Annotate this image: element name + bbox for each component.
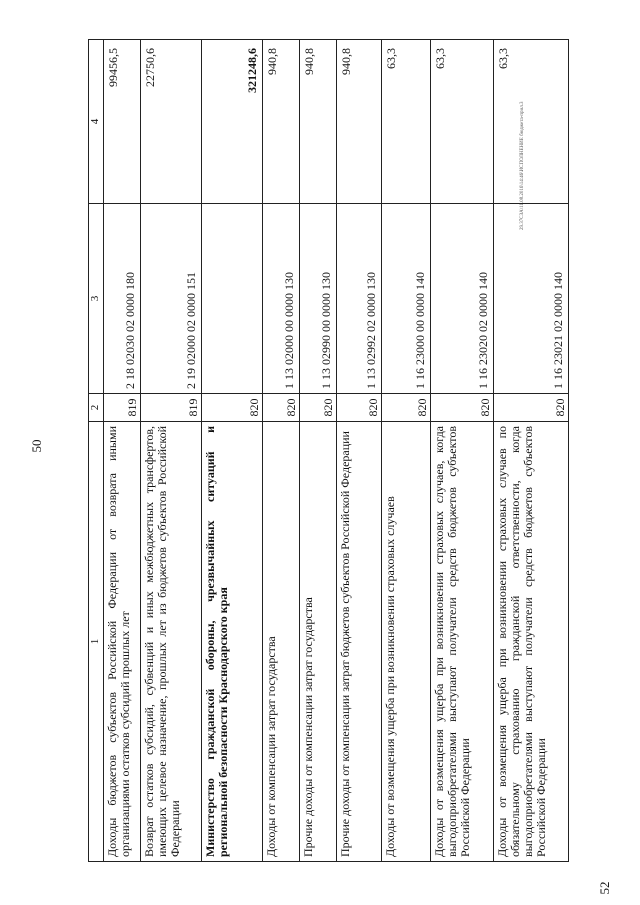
row-budget-code: 819 [141, 394, 202, 422]
row-name: Доходы бюджетов субъектов Российской Федерации от возврата иными организациями остатков субсидий прошлых лет [104, 422, 141, 862]
footer-file-code: 29.37СЗА\11.08.2016\14:46\ИСПОЛНЕНИЕ бюджета-прил.3 [520, 101, 525, 230]
row-name: Прочие доходы от компенсации затрат бюджетов субъектов Российской Федерации [337, 422, 382, 862]
row-amount: 63,3 [431, 40, 494, 204]
row-budget-code: 820 [494, 394, 569, 422]
table-row [202, 40, 263, 862]
table-row [263, 40, 300, 862]
table-row [494, 40, 569, 862]
row-budget-code: 820 [431, 394, 494, 422]
row-amount: 63,3 [382, 40, 431, 204]
row-name: Доходы от компенсации затрат государства [263, 422, 300, 862]
row-budget-code: 820 [202, 394, 263, 422]
header-col-2: 2 [89, 394, 104, 422]
row-amount: 940,8 [300, 40, 337, 204]
row-budget-code: 820 [382, 394, 431, 422]
row-budget-code: 820 [337, 394, 382, 422]
row-classification-code [202, 204, 263, 394]
row-classification-code: 1 13 02992 02 0000 130 [337, 204, 382, 394]
row-name: Доходы от возмещения ущерба при возникновении страховых случаев по обязательному страхованию гражданской ответственности, когда выгодоприобретателями выступают получатели средств бюджетов субъектов Российской Федерации [494, 422, 569, 862]
row-budget-code: 819 [104, 394, 141, 422]
table-row [104, 40, 141, 862]
row-amount: 99456,5 [104, 40, 141, 204]
row-amount: 321248,6 [202, 40, 263, 204]
header-col-3: 3 [89, 204, 104, 394]
page-number: 50 [29, 439, 44, 453]
rotated-table-container [88, 40, 608, 862]
row-classification-code: 1 16 23021 02 0000 140 [494, 204, 569, 394]
header-col-1: 1 [89, 422, 104, 862]
revenue-table [88, 39, 569, 862]
row-name: Возврат остатков субсидий, субвенций и иных межбюджетных трансфертов, имеющих целевое назначение, прошлых лет из бюджетов субъектов Российской Федерации [141, 422, 202, 862]
row-classification-code: 1 16 23000 00 0000 140 [382, 204, 431, 394]
table-row [300, 40, 337, 862]
row-name: Прочие доходы от компенсации затрат государства [300, 422, 337, 862]
row-budget-code: 820 [263, 394, 300, 422]
row-classification-code: 1 13 02990 00 0000 130 [300, 204, 337, 394]
row-budget-code: 820 [300, 394, 337, 422]
table-row [337, 40, 382, 862]
row-classification-code: 1 16 23020 02 0000 140 [431, 204, 494, 394]
row-amount: 63,3 [494, 40, 569, 204]
row-name: Доходы от возмещения ущерба при возникновении страховых случаев, когда выгодоприобретателями выступают получатели средств бюджетов субъектов Российской Федерации [431, 422, 494, 862]
table-row [382, 40, 431, 862]
table-row [141, 40, 202, 862]
row-amount: 22750,6 [141, 40, 202, 204]
sheet-number: 52 [597, 881, 612, 895]
row-amount: 940,8 [337, 40, 382, 204]
row-classification-code: 1 13 02000 00 0000 130 [263, 204, 300, 394]
header-col-4: 4 [89, 40, 104, 204]
table-row [431, 40, 494, 862]
table-header-row [89, 40, 104, 862]
row-name: Министерство гражданской обороны, чрезвычайных ситуаций и региональной безопасности Краснодарского края [202, 422, 263, 862]
row-classification-code: 2 19 02000 02 0000 151 [141, 204, 202, 394]
row-amount: 940,8 [263, 40, 300, 204]
row-name: Доходы от возмещения ущерба при возникновении страховых случаев [382, 422, 431, 862]
row-classification-code: 2 18 02030 02 0000 180 [104, 204, 141, 394]
